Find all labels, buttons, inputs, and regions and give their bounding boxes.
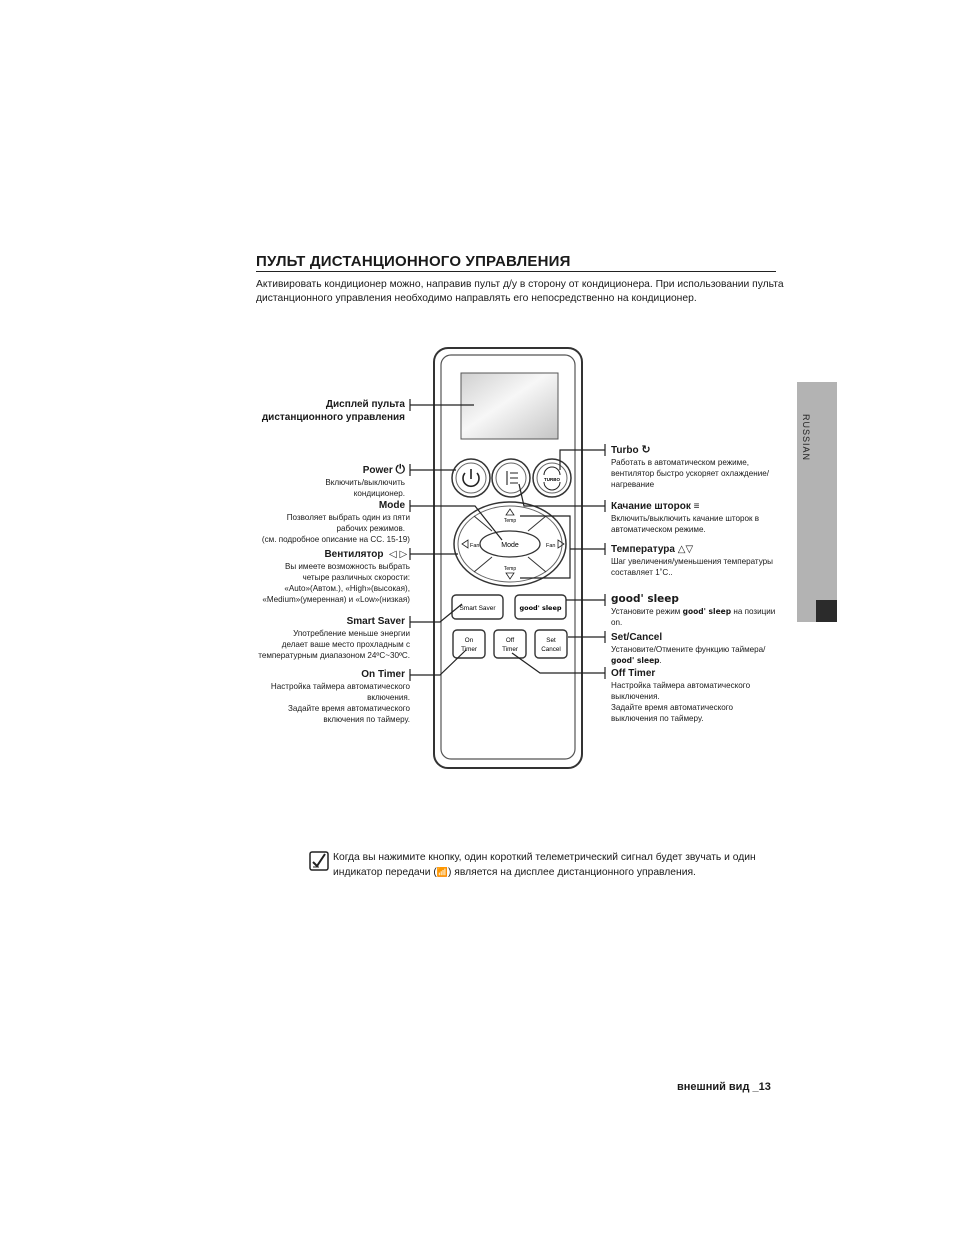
smart-saver-callout (230, 615, 410, 661)
on-timer-label-1: On (464, 637, 474, 644)
set-cancel-label-2: Cancel (541, 646, 561, 653)
temp-arrows-icon: △▽ (677, 544, 694, 555)
power-label: Power (362, 465, 393, 476)
on-timer-desc-4: включения по таймеру. (323, 715, 410, 724)
fan-left-label: Fan (470, 543, 480, 549)
intro-paragraph: Активировать кондиционер можно, направив пульт д/у в сторону от кондиционера. При использовании пульта дистанционного управления необходимо направлять его непосредственно на кондиционер. (256, 279, 784, 304)
off-timer-desc-1: Настройка таймера автоматического (611, 681, 751, 690)
power-callout (230, 463, 405, 499)
mode-desc-3: (см. подробное описание на СС. 15-19) (261, 535, 410, 544)
smart-saver-label: Smart Saver (346, 616, 405, 627)
temp-callout (611, 543, 796, 578)
mode-callout (230, 499, 410, 545)
temp-desc-2: составляет 1˚C.. (611, 568, 673, 577)
page-footer: внешний вид _13 (677, 1081, 771, 1093)
on-timer-label: On Timer (361, 669, 405, 680)
set-cancel-label-1: Set (546, 637, 556, 644)
note-line-2a: индикатор передачи ( (333, 867, 437, 878)
mode-desc-2: рабочих режимов. (336, 524, 405, 533)
set-cancel-callout (611, 631, 796, 666)
set-cancel-desc-2: good' sleep (611, 656, 660, 665)
swing-callout (611, 500, 796, 535)
off-timer-label: Off Timer (611, 668, 656, 679)
turbo-desc-1: Работать в автоматическом режиме, (611, 458, 749, 467)
note-text (333, 850, 783, 880)
display-callout (230, 398, 405, 424)
good-sleep-desc-3: on. (611, 618, 623, 627)
good-sleep-desc-2: на позиции (733, 607, 776, 616)
on-timer-desc-3: Задайте время автоматического (287, 704, 410, 713)
good-sleep-desc-1: Установите режим (611, 607, 681, 616)
fan-desc-3: «Auto»(Автом.), «High»(высокая), (284, 584, 410, 593)
good-sleep-button-label: good' sleep (519, 604, 562, 612)
mode-button-label: Mode (501, 542, 519, 549)
smart-saver-desc-3: температурным диапазоном 24ºC~30ºC. (258, 651, 410, 660)
turbo-desc-2: вентилятор быстро ускоряет охлаждение/ (611, 469, 770, 478)
swing-desc-2: автоматическом режиме. (611, 525, 706, 534)
smart-saver-desc-1: Употребление меньше энергии (293, 629, 410, 638)
fan-desc-2: четыре различных скорости: (302, 573, 410, 582)
fan-callout (230, 548, 410, 605)
display-label-2: дистанционного управления (261, 412, 405, 423)
off-timer-desc-2: выключения. (611, 692, 660, 701)
power-desc-1: Включить/выключить (325, 478, 405, 487)
swing-label: Качание шторок (611, 501, 691, 512)
off-timer-callout (611, 667, 796, 724)
turbo-icon: ↻ (641, 444, 651, 456)
language-tab-label: RUSSIAN (801, 414, 811, 462)
transmit-indicator-icon: 📶 (436, 867, 449, 877)
turbo-desc-3: нагревание (611, 480, 655, 489)
fan-label: Вентилятор (324, 549, 384, 560)
note-line-1: Когда вы нажимите кнопку, один короткий телеметрический сигнал будет звучать и один (333, 852, 756, 863)
set-cancel-desc-2-end: . (659, 656, 662, 665)
temp-down-label: Temp (503, 566, 517, 572)
smart-saver-button-label: Smart Saver (459, 605, 496, 612)
note-icon (309, 851, 329, 871)
display-label-1: Дисплей пульта (325, 399, 405, 410)
power-icon: ⏻ (395, 462, 405, 476)
good-sleep-callout (611, 593, 796, 628)
note-line-2b: ) является на дисплее дистанционного управления. (448, 867, 696, 878)
fan-arrows-icon: ◁ ▷ (386, 549, 410, 560)
good-sleep-desc-inline: good' sleep (682, 607, 732, 616)
power-desc-2: кондиционер. (353, 489, 405, 498)
off-timer-desc-4: выключения по таймеру. (611, 714, 704, 723)
turbo-label: Turbo (611, 445, 639, 456)
good-sleep-label: good' sleep (611, 593, 679, 605)
smart-saver-desc-2: делает ваше место прохладным с (281, 640, 410, 649)
fan-desc-1: Вы имеете возможность выбрать (284, 562, 410, 571)
mode-label: Mode (378, 500, 405, 511)
on-timer-desc-2: включения. (367, 693, 410, 702)
swing-desc-1: Включить/выключить качание шторок в (611, 514, 760, 523)
off-timer-label-1: Off (505, 637, 515, 644)
on-timer-desc-1: Настройка таймера автоматического (270, 682, 410, 691)
off-timer-desc-3: Задайте время автоматического (611, 703, 734, 712)
set-cancel-desc-1: Установите/Отмените функцию таймера/ (611, 645, 766, 654)
off-timer-label-2: Timer (502, 646, 518, 653)
fan-desc-4: «Medium»(умеренная) и «Low»(низкая) (262, 595, 410, 604)
temp-desc-1: Шаг увеличения/уменьшения температуры (611, 557, 773, 566)
fan-right-label: Fan (546, 543, 556, 549)
temp-label: Температура (611, 544, 675, 555)
turbo-button-label: TURBO (544, 477, 560, 482)
on-timer-label-2: Timer (461, 646, 477, 653)
mode-desc-1: Позволяет выбрать один из пяти (286, 513, 410, 522)
turbo-callout (611, 444, 796, 490)
page-title: ПУЛЬТ ДИСТАНЦИОННОГО УПРАВЛЕНИЯ (256, 253, 571, 270)
temp-up-label: Temp (503, 518, 517, 524)
swing-icon: ≡ (693, 501, 700, 512)
on-timer-callout (230, 668, 410, 725)
set-cancel-label: Set/Cancel (611, 632, 663, 643)
